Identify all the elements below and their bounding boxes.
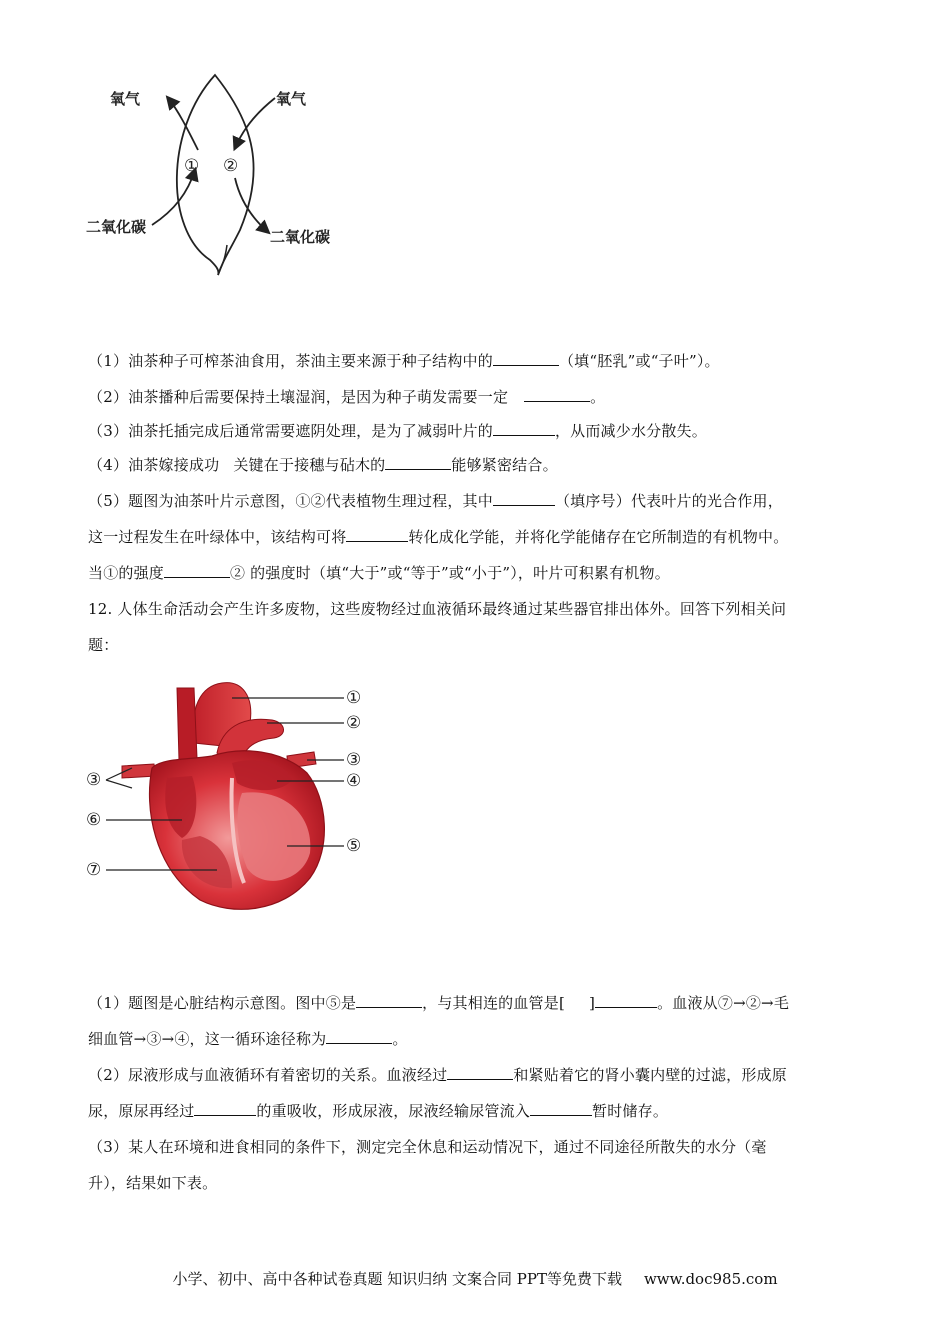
answer-blank[interactable] xyxy=(524,387,590,402)
heart-label-6: ⑥ xyxy=(86,810,102,830)
q12-part2b: 尿，原尿再经过 的重吸收，形成尿液，尿液经输尿管流入 暂时储存。 xyxy=(88,1102,669,1120)
answer-blank[interactable] xyxy=(326,1029,392,1044)
heart-label-5: ⑤ xyxy=(346,836,362,856)
q12-part1a: （1）题图是心脏结构示意图。图中⑤是 ，与其相连的血管是[ ] 。血液从⑦→②→毛 xyxy=(88,994,790,1012)
q12-part1b: 细血管→③→④，这一循环途径称为 。 xyxy=(88,1030,408,1048)
leaf-stem xyxy=(218,245,227,275)
q11-part1: （1）油茶种子可榨茶油食用，茶油主要来源于种子结构中的 （填“胚乳”或“子叶”）。 xyxy=(88,352,720,370)
heart-label-7: ⑦ xyxy=(86,860,102,880)
heart-label-2: ② xyxy=(346,713,362,733)
label-oxygen-left: 氧气 xyxy=(110,90,141,108)
answer-blank[interactable] xyxy=(346,527,408,542)
leaf-diagram xyxy=(80,70,360,285)
answer-blank[interactable] xyxy=(385,455,451,470)
answer-blank[interactable] xyxy=(447,1065,513,1080)
footer-url[interactable]: www.doc985.com xyxy=(643,1270,778,1288)
heart-diagram-svg xyxy=(82,668,382,918)
answer-blank[interactable] xyxy=(595,993,657,1008)
answer-blank[interactable] xyxy=(194,1101,256,1116)
q11-part5a: （5）题图为油茶叶片示意图，①②代表植物生理过程，其中 （填序号）代表叶片的光合作用， xyxy=(88,492,783,510)
arrow-co2-in xyxy=(152,170,195,225)
q11-part4: （4）油茶嫁接成功 关键在于接穗与砧木的 能够紧密结合。 xyxy=(88,456,558,474)
answer-blank[interactable] xyxy=(530,1101,592,1116)
q11-part5c: 当①的强度 ② 的强度时（填“大于”或“等于”或“小于”），叶片可积累有机物。 xyxy=(88,564,670,582)
label-oxygen-right: 氧气 xyxy=(276,90,307,108)
answer-blank[interactable] xyxy=(164,563,230,578)
marker-2: ② xyxy=(223,156,239,176)
heart-label-1: ① xyxy=(346,688,362,708)
q12-stem-line2: 题： xyxy=(88,636,119,654)
q11-part3: （3）油茶托插完成后通常需要遮阴处理，是为了减弱叶片的 ，从而减少水分散失。 xyxy=(88,422,707,440)
arrow-oxygen-in xyxy=(235,98,275,148)
answer-blank[interactable] xyxy=(493,421,555,436)
answer-blank[interactable] xyxy=(493,491,555,506)
marker-1: ① xyxy=(184,156,200,176)
q11-part5b: 这一过程发生在叶绿体中，该结构可将 转化成化学能，并将化学能储存在它所制造的有机物中。 xyxy=(88,528,789,546)
heart-label-3: ③ xyxy=(346,750,362,770)
q12-part3a: （3）某人在环境和进食相同的条件下，测定完全休息和运动情况下，通过不同途径所散失的水分（毫 xyxy=(88,1138,767,1156)
label-co2-left: 二氧化碳 xyxy=(86,218,147,236)
footer-text: 小学、初中、高中各种试卷真题 知识归纳 文案合同 PPT等免费下载 xyxy=(172,1270,622,1288)
q12-part3b: 升），结果如下表。 xyxy=(88,1174,218,1192)
heart-label-3-left: ③ xyxy=(86,770,102,790)
q11-part2: （2）油茶播种后需要保持土壤湿润，是因为种子萌发需要一定 。 xyxy=(88,388,606,406)
answer-blank[interactable] xyxy=(493,351,559,366)
q12-stem-line1: 12. 人体生命活动会产生许多废物，这些废物经过血液循环最终通过某些器官排出体外。回答下列相关问 xyxy=(88,600,787,618)
q12-part2a: （2）尿液形成与血液循环有着密切的关系。血液经过 和紧贴着它的肾小囊内壁的过滤，形成原 xyxy=(88,1066,787,1084)
label-co2-right: 二氧化碳 xyxy=(270,228,331,246)
answer-blank[interactable] xyxy=(356,993,422,1008)
page-footer xyxy=(0,1268,950,1289)
heart-label-4: ④ xyxy=(346,771,362,791)
vena-cava xyxy=(177,688,197,760)
heart-diagram xyxy=(82,668,382,918)
